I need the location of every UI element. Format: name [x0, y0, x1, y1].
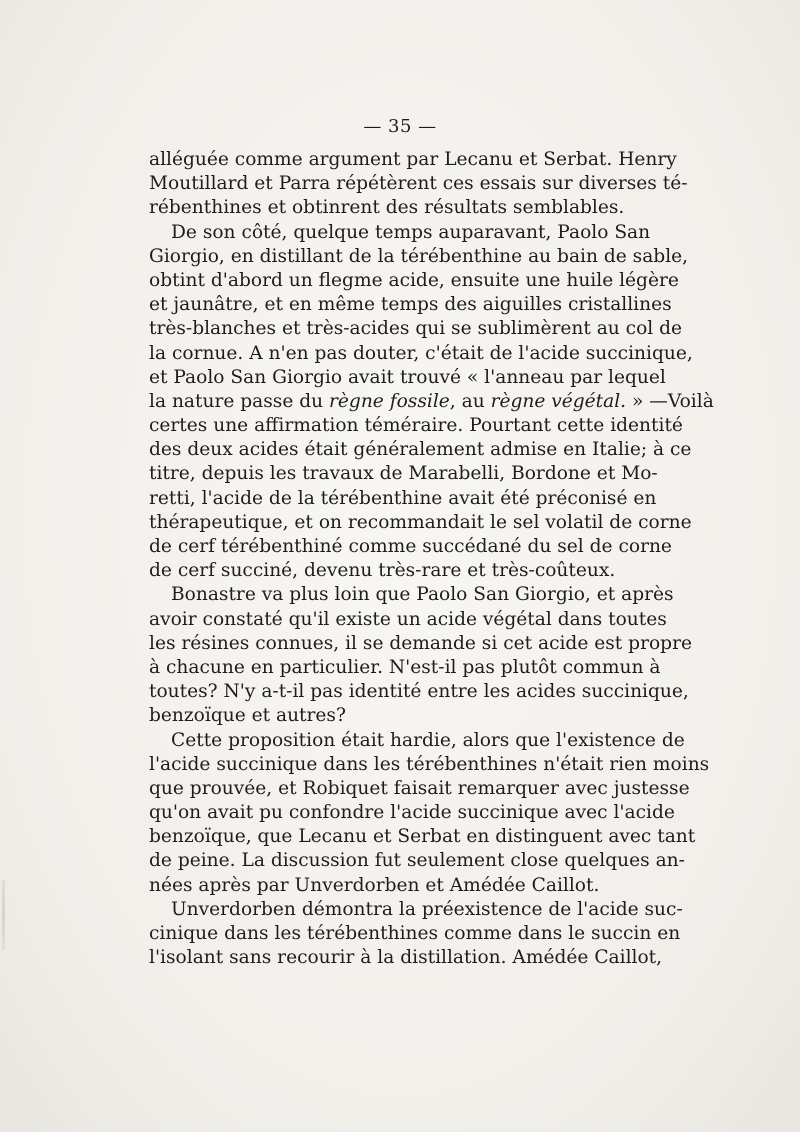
text-line-with-italics [149, 390, 714, 414]
text-line: l'acide succinique dans les térébenthines n'était rien moins [149, 753, 710, 775]
text-line: la cornue. A n'en pas douter, c'était de l'acide succinique, [149, 342, 693, 364]
text-line: de cerf succiné, devenu très-rare et très-coûteux. [149, 560, 616, 582]
text-line: Bonastre va plus loin que Paolo San Giorgio, et après [171, 584, 674, 606]
text-line: qu'on avait pu confondre l'acide succinique avec l'acide [149, 802, 675, 824]
text-fragment: la nature passe du [149, 390, 330, 412]
text-line: titre, depuis les travaux de Marabelli, Bordone et Mo- [149, 463, 658, 485]
body-text [149, 148, 714, 970]
text-line: Unverdorben démontra la préexistence de l'acide suc- [171, 898, 683, 920]
text-line: obtint d'abord un flegme acide, ensuite une huile légère [149, 269, 679, 291]
text-line: benzoïque et autres? [149, 705, 346, 727]
text-line: de cerf térébenthiné comme succédané du sel de corne [149, 536, 672, 557]
text-line: nées après par Unverdorben et Amédée Caillot. [149, 874, 600, 896]
italic-phrase: règne végétal. [490, 390, 627, 412]
text-line: avoir constaté qu'il existe un acide végétal dans toutes [149, 608, 667, 630]
text-line: et Paolo San Giorgio avait trouvé « l'anneau par lequel [149, 366, 666, 388]
text-line: thérapeutique, et on recommandait le sel volatil de corne [149, 511, 692, 533]
text-line: l'isolant sans recourir à la distillation. Amédée Caillot, [149, 947, 663, 969]
text-line: certes une affirmation téméraire. Pourtant cette identité [149, 415, 683, 437]
page-number: — 35 — [363, 116, 437, 137]
text-line: cinique dans les térébenthines comme dans le succin en [149, 923, 681, 944]
page-edge-shadow [2, 880, 5, 950]
italic-phrase: règne fossile [329, 390, 450, 412]
text-line: à chacune en particulier. N'est-il pas plutôt commun à [149, 656, 661, 678]
text-line: de peine. La discussion fut seulement close quelques an- [149, 850, 685, 872]
text-line: benzoïque, que Lecanu et Serbat en distinguent avec tant [149, 826, 696, 848]
text-line: et jaunâtre, et en même temps des aiguilles cristallines [149, 294, 672, 316]
text-line: Giorgio, en distillant de la térébenthine au bain de sable, [149, 245, 689, 267]
text-line: rébenthines et obtinrent des résultats semblables. [149, 197, 625, 219]
text-line: les résines connues, il se demande si cet acide est propre [149, 632, 692, 654]
text-fragment: » —Voilà [626, 390, 714, 412]
text-fragment: , au [449, 390, 491, 412]
text-line: toutes? N'y a-t-il pas identité entre les acides succinique, [149, 681, 689, 703]
text-line: De son côté, quelque temps auparavant, Paolo San [171, 221, 651, 243]
text-line: très-blanches et très-acides qui se sublimèrent au col de [149, 318, 683, 340]
text-line: alléguée comme argument par Lecanu et Serbat. Henry [149, 149, 677, 170]
text-line: retti, l'acide de la térébenthine avait été préconisé en [149, 487, 657, 509]
text-line: Moutillard et Parra répétèrent ces essais sur diverses té- [149, 173, 688, 195]
text-line: des deux acides était généralement admise en Italie; à ce [149, 439, 692, 461]
text-line: que prouvée, et Robiquet faisait remarquer avec justesse [149, 777, 690, 799]
text-line: Cette proposition était hardie, alors que l'existence de [171, 729, 685, 751]
